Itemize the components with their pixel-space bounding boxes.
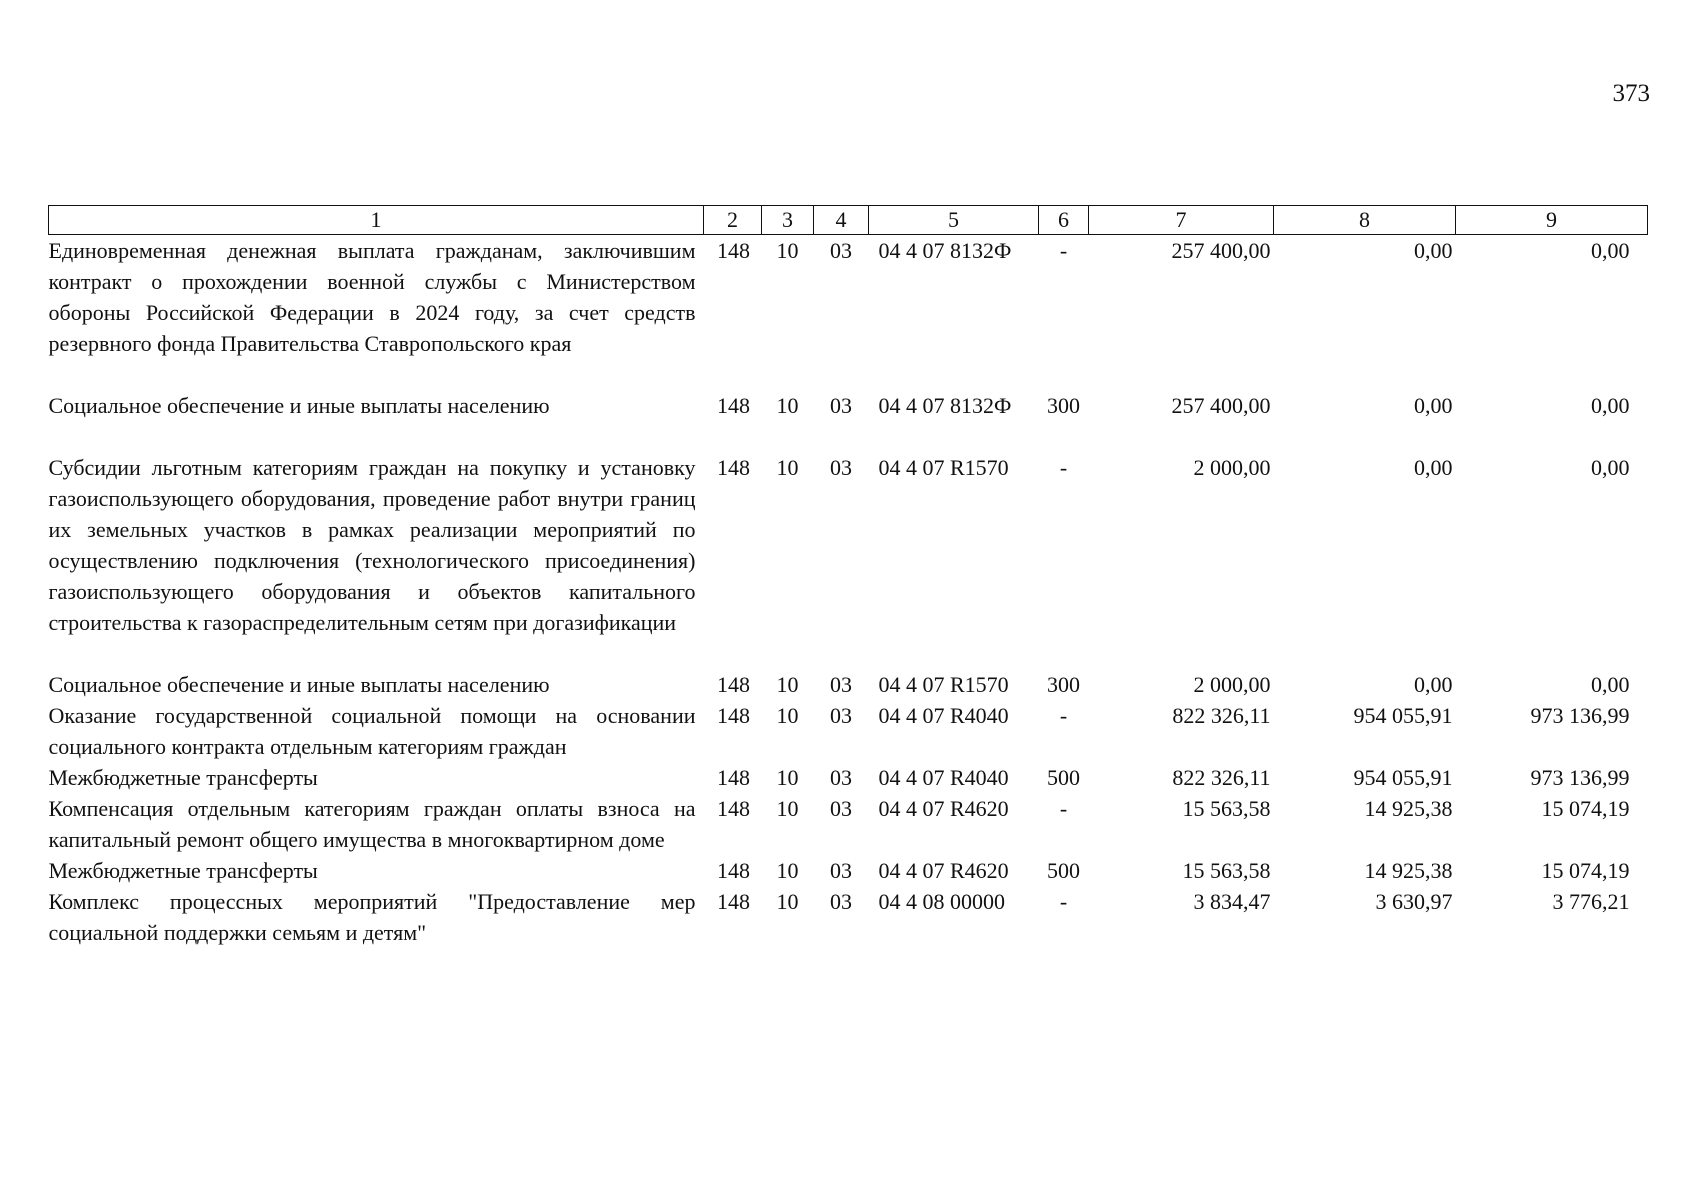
row-spacer: [49, 638, 1648, 669]
row-spacer-cell: [49, 421, 1648, 452]
row-spacer-cell: [49, 359, 1648, 390]
row-section: 10: [776, 672, 799, 697]
row-name: Межбюджетные трансферты: [48, 858, 318, 883]
budget-table: [48, 205, 1648, 948]
column-header-6: 6: [1039, 206, 1089, 235]
row-amount-col9: 15 074,19: [1541, 858, 1630, 883]
row-subsection: 03: [830, 238, 852, 263]
column-header-8: 8: [1274, 206, 1456, 235]
row-amount-col8: 954 055,91: [1353, 765, 1453, 790]
row-amount-col7: 15 563,58: [1182, 796, 1271, 821]
row-target-article: 04 4 07 R1570: [878, 672, 1009, 697]
row-amount-col9: 15 074,19: [1541, 796, 1630, 821]
row-target-article: 04 4 07 8132Ф: [878, 238, 1012, 263]
row-amount-col9: 0,00: [1591, 672, 1630, 697]
row-expense-type: -: [1059, 703, 1068, 728]
row-amount-col8: 3 630,97: [1375, 889, 1453, 914]
column-header-4: 4: [814, 206, 869, 235]
row-expense-type: 500: [1047, 765, 1080, 790]
row-subsection: 03: [830, 796, 852, 821]
table-row: [49, 762, 1648, 793]
row-subsection: 03: [830, 393, 852, 418]
row-admin-code: 148: [717, 796, 750, 821]
row-admin-code: 148: [717, 703, 750, 728]
table-row: [49, 669, 1648, 700]
row-section: 10: [776, 393, 799, 418]
row-name: Социальное обеспечение и иные выплаты населению: [48, 393, 550, 418]
row-expense-type: 300: [1047, 393, 1080, 418]
row-target-article: 04 4 07 R4040: [878, 765, 1009, 790]
row-target-article: 04 4 07 R4620: [878, 796, 1009, 821]
column-header-2: 2: [704, 206, 762, 235]
row-section: 10: [776, 858, 799, 883]
table-row: [49, 390, 1648, 421]
row-amount-col9: 0,00: [1591, 393, 1630, 418]
header-row: [49, 206, 1648, 235]
row-name: Комплекс процессных мероприятий "Предоставление мер социальной поддержки семьям и детям": [48, 889, 696, 945]
row-section: 10: [776, 796, 799, 821]
row-expense-type: -: [1059, 889, 1068, 914]
row-expense-type: -: [1059, 796, 1068, 821]
row-target-article: 04 4 07 R4040: [878, 703, 1009, 728]
row-name: Компенсация отдельным категориям граждан оплаты взноса на капитальный ремонт общего имущества в многоквартирном доме: [48, 796, 696, 852]
row-section: 10: [776, 765, 799, 790]
row-amount-col8: 0,00: [1414, 455, 1453, 480]
row-amount-col8: 0,00: [1414, 672, 1453, 697]
row-amount-col8: 14 925,38: [1364, 858, 1453, 883]
row-subsection: 03: [830, 765, 852, 790]
row-subsection: 03: [830, 455, 852, 480]
row-name: Единовременная денежная выплата гражданам, заключившим контракт о прохождении военной службы с Министерством обороны Российской Федерации в 2024 году, за счет средств резервного фонда Правительства Ставропольского края: [48, 238, 696, 356]
row-expense-type: 300: [1047, 672, 1080, 697]
row-expense-type: -: [1059, 455, 1068, 480]
row-admin-code: 148: [717, 672, 750, 697]
row-admin-code: 148: [717, 455, 750, 480]
row-section: 10: [776, 703, 799, 728]
row-admin-code: 148: [717, 858, 750, 883]
table-row: [49, 793, 1648, 855]
row-admin-code: 148: [717, 765, 750, 790]
row-subsection: 03: [830, 672, 852, 697]
table-row: [49, 855, 1648, 886]
table-body: [49, 235, 1648, 949]
table-row: [49, 235, 1648, 360]
row-spacer: [49, 359, 1648, 390]
table-row: [49, 452, 1648, 638]
row-admin-code: 148: [717, 393, 750, 418]
table-row: [49, 700, 1648, 762]
row-spacer-cell: [49, 638, 1648, 669]
row-amount-col7: 2 000,00: [1193, 672, 1271, 697]
row-amount-col9: 3 776,21: [1552, 889, 1630, 914]
row-section: 10: [776, 238, 799, 263]
column-header-3: 3: [762, 206, 814, 235]
row-spacer: [49, 421, 1648, 452]
row-amount-col7: 257 400,00: [1171, 238, 1271, 263]
row-name: Субсидии льготным категориям граждан на покупку и установку газоиспользующего оборудования, проведение работ внутри границ их земельных участков в рамках реализации мероприятий по осуществлению подключения (технологического присоединения) газоиспользующего оборудования и объектов капитального строительства к газораспределительным сетям при догазификации: [48, 455, 696, 635]
row-amount-col7: 15 563,58: [1182, 858, 1271, 883]
row-subsection: 03: [830, 889, 852, 914]
row-name: Социальное обеспечение и иные выплаты населению: [48, 672, 550, 697]
column-header-1: 1: [49, 206, 704, 235]
row-amount-col7: 822 326,11: [1172, 765, 1271, 790]
row-target-article: 04 4 07 R1570: [878, 455, 1009, 480]
row-amount-col8: 0,00: [1414, 393, 1453, 418]
row-target-article: 04 4 07 R4620: [878, 858, 1009, 883]
row-amount-col8: 0,00: [1414, 238, 1453, 263]
column-header-9: 9: [1456, 206, 1648, 235]
row-amount-col7: 822 326,11: [1172, 703, 1271, 728]
row-name: Оказание государственной социальной помощи на основании социального контракта отдельным категориям граждан: [48, 703, 696, 759]
column-header-7: 7: [1089, 206, 1274, 235]
row-target-article: 04 4 08 00000: [878, 889, 1005, 914]
row-subsection: 03: [830, 858, 852, 883]
row-amount-col8: 14 925,38: [1364, 796, 1453, 821]
row-name: Межбюджетные трансферты: [48, 765, 318, 790]
row-amount-col9: 0,00: [1591, 238, 1630, 263]
column-header-5: 5: [869, 206, 1039, 235]
table-row: [49, 886, 1648, 948]
row-admin-code: 148: [717, 889, 750, 914]
row-target-article: 04 4 07 8132Ф: [878, 393, 1012, 418]
row-section: 10: [776, 889, 799, 914]
row-amount-col7: 3 834,47: [1193, 889, 1271, 914]
row-expense-type: -: [1059, 238, 1068, 263]
row-admin-code: 148: [717, 238, 750, 263]
row-amount-col9: 973 136,99: [1530, 765, 1630, 790]
row-amount-col9: 0,00: [1591, 455, 1630, 480]
row-subsection: 03: [830, 703, 852, 728]
row-section: 10: [776, 455, 799, 480]
row-amount-col8: 954 055,91: [1353, 703, 1453, 728]
row-expense-type: 500: [1047, 858, 1080, 883]
row-amount-col9: 973 136,99: [1530, 703, 1630, 728]
page-number: 373: [1612, 80, 1650, 107]
row-amount-col7: 257 400,00: [1171, 393, 1271, 418]
table-header: [49, 206, 1648, 235]
row-amount-col7: 2 000,00: [1193, 455, 1271, 480]
